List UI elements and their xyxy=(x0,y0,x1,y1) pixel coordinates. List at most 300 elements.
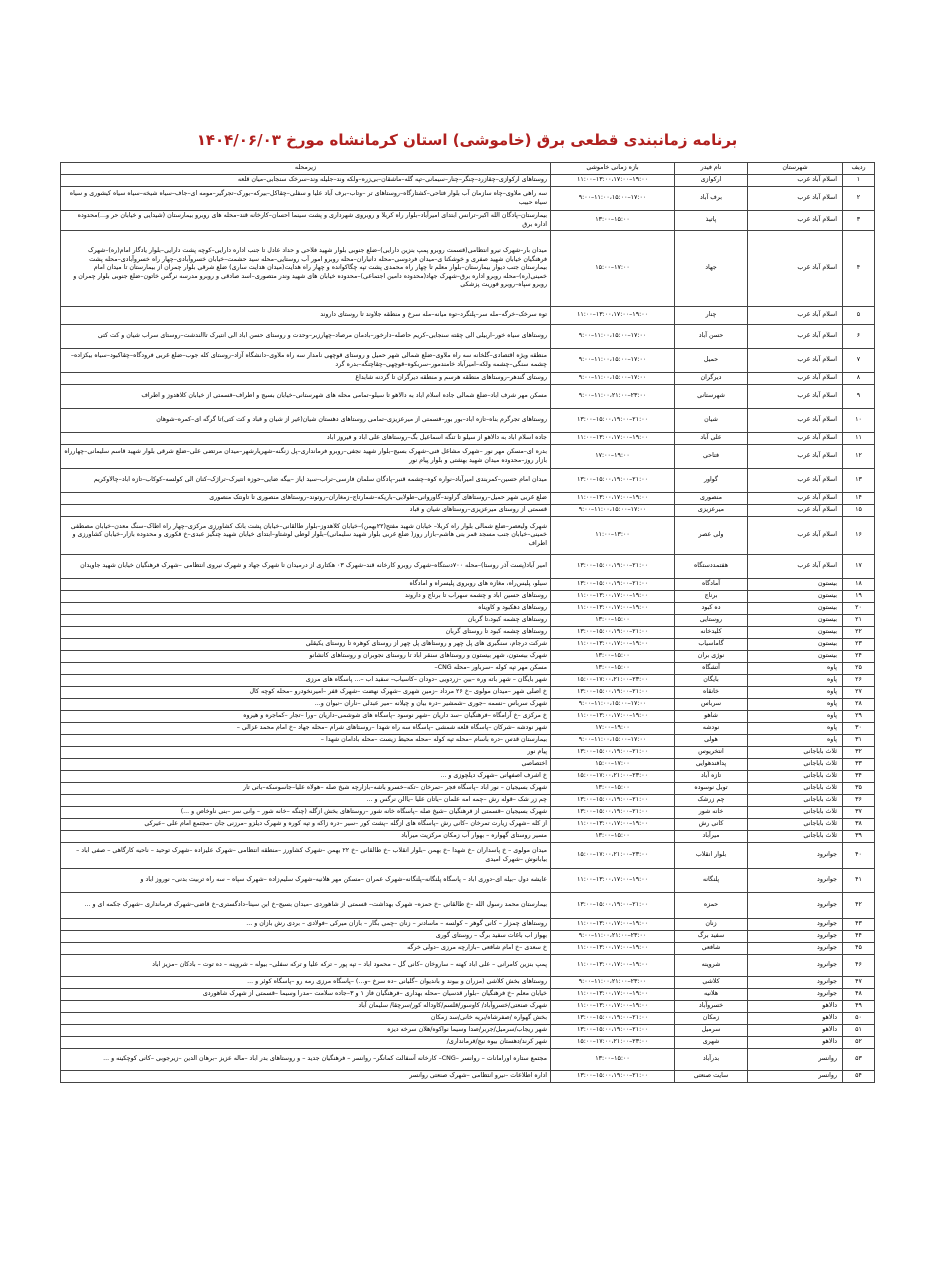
table-row xyxy=(61,615,875,627)
feeder-cell: میرعزیزی xyxy=(675,505,748,517)
row-number: ۲۶ xyxy=(843,675,875,687)
table-row xyxy=(61,759,875,771)
neighborhoods-cell: جاده اسلام اباد به دالاهو از سیلو تا تنگه اسماعیل بگ–روستاهای علی اباد و فیروز اباد xyxy=(61,433,551,445)
feeder-cell: پاتیذ xyxy=(675,211,748,231)
feeder-cell: توبل نوسوده xyxy=(675,783,748,795)
city-cell: ثلاث باباجانی xyxy=(748,819,843,831)
neighborhoods-cell: ضلع غربی شهر حمیل–روستاهای گراوند–گاوروانی–طولابی–باریکه–شمارتاج–زمغاران–روتوند–روستاهای منصوری تا تاونتک منصوری xyxy=(61,493,551,505)
feeder-cell: پلنگانه xyxy=(675,869,748,893)
neighborhoods-cell: روستاهای بخش کلاشی (مزران و بیوند و باندیوان –گلیانی –ده سرخ –و...) –پاسگاه مرزی رمه رو –پاسگاه کوئر و ... xyxy=(61,977,551,989)
table-row xyxy=(61,919,875,931)
feeder-cell: کانی رش xyxy=(675,819,748,831)
city-cell: پاوه xyxy=(748,663,843,675)
row-number: ۲۸ xyxy=(843,699,875,711)
neighborhoods-cell: روستاهای چشمه کبود،تا گربان xyxy=(61,615,551,627)
neighborhoods-cell: خ مرکزی –خ آرامگاه –فرهنگیان –سد داریان –شهر نوسود –پاسگاه های شوشمی–داریان –ورا –تجار –کماجره و هیروه xyxy=(61,711,551,723)
row-number: ۱۵ xyxy=(843,505,875,517)
time-range-cell: ۱۳:۰۰–۱۵:۰۰،۱۹:۰۰–۲۱:۰۰ xyxy=(551,469,675,493)
feeder-cell: بلوار انقلاب xyxy=(675,843,748,869)
time-range-cell: ۹:۰۰–۱۱:۰۰،۱۵:۰۰–۱۷:۰۰ xyxy=(551,373,675,385)
city-cell: بیستون xyxy=(748,579,843,591)
city-cell: بیستون xyxy=(748,639,843,651)
time-range-cell: ۱۳:۰۰–۱۵:۰۰،۱۹:۰۰–۲۱:۰۰ xyxy=(551,687,675,699)
time-range-cell: ۱۱:۰۰–۱۳:۰۰،۱۷:۰۰–۱۹:۰۰ xyxy=(551,591,675,603)
row-number: ۲۳ xyxy=(843,639,875,651)
header-row-number: ردیف xyxy=(843,163,875,175)
neighborhoods-cell: شهرک ولیعصر–ضلع شمالی بلوار راه کربلا– خیابان شهید مفتح(۲۲بهمن)–خیابان کلاهدوز–بلوار طالقانی–خیابان پشت بانک کشاورزی مرکزی–چهار راه اطاک–سنگ معدن–خیابان مصطفی خمینی–خیابان جنب مسجد قمر بنی هاشم–بازار روز( ضلع غربی بلوار شهید سلیمانی)–بلوار لوطی لوشتاو–ابتدای خیابان شهید چنگیز عبدی–خ فکوری و محدوده بازار–خیابان کشاورزی و اطراف xyxy=(61,517,551,555)
feeder-cell: سایت صنعتی xyxy=(675,1071,748,1083)
neighborhoods-cell: شهرک بیستون، شهر بیستون و روستاهای سنقر اباد تا روستای نجوبران و روستاهای کانشانو xyxy=(61,651,551,663)
city-cell: بیستون xyxy=(748,591,843,603)
time-range-cell: ۱۱:۰۰–۱۳:۰۰،۱۷:۰۰–۱۹:۰۰ xyxy=(551,943,675,955)
neighborhoods-cell: سیلو، پلیس‌راه، مغازه های روبروی پلیسراه و امادگاه xyxy=(61,579,551,591)
neighborhoods-cell: مسیر روستای گهواره – بهوار آب زمکان مرکزیت میرآباد xyxy=(61,831,551,843)
time-range-cell: ۱۱:۰۰–۱۳:۰۰،۱۷:۰۰–۱۹:۰۰ xyxy=(551,433,675,445)
time-range-cell: ۱۱:۰۰–۱۳:۰۰،۱۷:۰۰–۱۹:۰۰ xyxy=(551,1001,675,1013)
row-number: ۵۱ xyxy=(843,1025,875,1037)
feeder-cell: حمزه xyxy=(675,893,748,919)
table-row xyxy=(61,433,875,445)
neighborhoods-cell: روستاهای چمزار – کانی گوهر – کولسه – ماسادنر – زنان –چمی بگار – بازان میرکی –فولادی – بردی رش بازان و ... xyxy=(61,919,551,931)
city-cell: اسلام آباد غرب xyxy=(748,307,843,325)
feeder-cell: تازه آباد xyxy=(675,771,748,783)
table-row xyxy=(61,771,875,783)
table-row xyxy=(61,325,875,349)
row-number: ۱ xyxy=(843,175,875,187)
city-cell: جوانرود xyxy=(748,843,843,869)
table-row xyxy=(61,675,875,687)
table-row xyxy=(61,869,875,893)
feeder-cell: خسروآباد xyxy=(675,1001,748,1013)
city-cell: اسلام آباد غرب xyxy=(748,373,843,385)
table-row xyxy=(61,843,875,869)
time-range-cell: ۱۷:۰۰–۱۹:۰۰ xyxy=(551,723,675,735)
table-row xyxy=(61,579,875,591)
table-row xyxy=(61,931,875,943)
feeder-cell: هولی xyxy=(675,735,748,747)
table-row xyxy=(61,231,875,307)
row-number: ۳۶ xyxy=(843,795,875,807)
row-number: ۵۰ xyxy=(843,1013,875,1025)
feeder-cell: حمیل xyxy=(675,349,748,373)
feeder-cell: سفید برگ xyxy=(675,931,748,943)
row-number: ۱۷ xyxy=(843,555,875,579)
time-range-cell: ۹:۰۰–۱۱:۰۰،۱۵:۰۰–۱۷:۰۰ xyxy=(551,699,675,711)
header-neighborhoods: زیرمحله xyxy=(61,163,551,175)
feeder-cell: چنار xyxy=(675,307,748,325)
feeder-cell: علی آباد xyxy=(675,433,748,445)
feeder-cell: ده کبود xyxy=(675,603,748,615)
table-row xyxy=(61,989,875,1001)
time-range-cell: ۱۳:۰۰–۱۵:۰۰،۱۹:۰۰–۲۱:۰۰ xyxy=(551,795,675,807)
table-row xyxy=(61,735,875,747)
neighborhoods-cell: خ اشرف اصفهانی –شهرک دیلچوزی و ... xyxy=(61,771,551,783)
neighborhoods-cell: سه راهی ملاوی–چاه سازمان آب بلوار فتاحی–کشتارگاه–روستاهای تر –وتاب–برف آباد علیا و سفلی–چقاکل–بیرکه–بورک–تجرگیر–مومه ای–جاف–سیاه شیخه–سیاه سیاه کیشوری و سیاه سیاه حبیب xyxy=(61,187,551,211)
time-range-cell: ۹:۰۰–۱۱:۰۰،۱۵:۰۰–۱۷:۰۰ xyxy=(551,187,675,211)
feeder-cell: سرمیل xyxy=(675,1025,748,1037)
table-row xyxy=(61,1049,875,1071)
time-range-cell: ۱۳:۰۰–۱۵:۰۰ xyxy=(551,651,675,663)
city-cell: جوانرود xyxy=(748,919,843,931)
row-number: ۵۳ xyxy=(843,1049,875,1071)
time-range-cell: ۱۳:۰۰–۱۵:۰۰،۱۹:۰۰–۲۱:۰۰ xyxy=(551,807,675,819)
feeder-cell: زمکان xyxy=(675,1013,748,1025)
time-range-cell: ۱۱:۰۰–۱۳:۰۰،۱۷:۰۰–۱۹:۰۰ xyxy=(551,603,675,615)
table-row xyxy=(61,1001,875,1013)
city-cell: دالاهو xyxy=(748,1013,843,1025)
neighborhoods-cell: اداره اطلاعات –نیرو انتظامی –شهرک صنعتی روانسر xyxy=(61,1071,551,1083)
time-range-cell: ۱۳:۰۰–۱۵:۰۰ xyxy=(551,211,675,231)
feeder-cell: دیرگران xyxy=(675,373,748,385)
city-cell: اسلام آباد غرب xyxy=(748,469,843,493)
time-range-cell: ۹:۰۰–۱۱:۰۰،۲۱:۰۰–۲۳:۰۰ xyxy=(551,385,675,409)
feeder-cell: نوژی بران xyxy=(675,651,748,663)
row-number: ۵ xyxy=(843,307,875,325)
city-cell: اسلام آباد غرب xyxy=(748,349,843,373)
row-number: ۲۲ xyxy=(843,627,875,639)
row-number: ۱۰ xyxy=(843,409,875,433)
time-range-cell: ۱۳:۰۰–۱۵:۰۰،۱۹:۰۰–۲۱:۰۰ xyxy=(551,1013,675,1025)
table-row xyxy=(61,977,875,989)
feeder-cell: برناج xyxy=(675,591,748,603)
feeder-cell: گواور xyxy=(675,469,748,493)
city-cell: اسلام آباد غرب xyxy=(748,433,843,445)
neighborhoods-cell: شهر نودشه –شرکان –پاسگاه قلعه شمشی –پاسگاه سه راه شهدا –روستاهای شرام –محله جهاد –خ امام محمد غزالی – xyxy=(61,723,551,735)
row-number: ۱۱ xyxy=(843,433,875,445)
neighborhoods-cell: شهرک بسیجیان – نور اباد –پاسگاه فجر –تمرخان –تکه–خسرو باشه–بازارچه شیخ صله –هولاه علیا–جاسوسکه–باتی تار xyxy=(61,783,551,795)
neighborhoods-cell: شهرک صنعتی/خسروآباد/ کاوسور/قلسم/کاوداله کور/سرچقا/ سلیمان آباد xyxy=(61,1001,551,1013)
time-range-cell: ۹:۰۰–۱۱:۰۰،۱۵:۰۰–۱۷:۰۰ xyxy=(551,505,675,517)
table-row xyxy=(61,831,875,843)
city-cell: اسلام آباد غرب xyxy=(748,175,843,187)
row-number: ۳۰ xyxy=(843,723,875,735)
feeder-cell: بدرآباد xyxy=(675,1049,748,1071)
neighborhoods-cell: میدان مولوی – خ پاسداران –خ شهدا –خ بهمن –بلوار انقلاب –خ طالقانی –خ ۲۲ بهمن –شهرک کشاورز –منطقه انتظامی –شهرک علیزاده –شهرک توحید – ناحیه کارگاهی – صفی اباد – بیابانوش –شهرک امیدی xyxy=(61,843,551,869)
table-row xyxy=(61,385,875,409)
feeder-cell: کلاشی xyxy=(675,977,748,989)
feeder-cell: خانقاه xyxy=(675,687,748,699)
row-number: ۳۴ xyxy=(843,771,875,783)
neighborhoods-cell: بیمارستان محمد رسول الله –خ طالقانی –خ حمزه– شهرک بهداشت– قسمتی از شاهوردی –میدان بسیج–خ ابن سینا–دادگستری–خ قاضی–شهرک فرمانداری –شهرک جکمه ای و ... xyxy=(61,893,551,919)
city-cell: بیستون xyxy=(748,615,843,627)
city-cell: ثلاث باباجانی xyxy=(748,783,843,795)
neighborhoods-cell: خیابان معلم –خ فرهنگیان –بلوار قدسیان –محله بهداری –فرهنگیان فاز ۱ و ۳–جاده سلامت –مدرا وسیما –قسمتی از شهرک شاهوردی xyxy=(61,989,551,1001)
feeder-cell: سرباس xyxy=(675,699,748,711)
row-number: ۳۸ xyxy=(843,819,875,831)
row-number: ۴ xyxy=(843,231,875,307)
row-number: ۳۷ xyxy=(843,807,875,819)
neighborhoods-cell: منطقه ویژه اقتصادی–گلخانه سه راه ملاوی–ضلع شمالی شهر حمیل و روستای قوچهی نامدار سه راه ملاوی–دانشگاه آزاد–روستای کله جوب–ضلع غربی فرودگاه–چقاکبود–سیاه بیکزاده–چشمه سنگی–چشمه ولکه–امیرآباد خامندمور–سربکوه–قوچهی–چقاچنگه–بدره گرد xyxy=(61,349,551,373)
time-range-cell: ۱۳:۰۰–۱۵:۰۰،۱۹:۰۰–۲۱:۰۰ xyxy=(551,555,675,579)
row-number: ۲۱ xyxy=(843,615,875,627)
neighborhoods-cell: چم زر شک –قوله رش –چمه امه علمان –یاتان علیا –یاالن نرگس و ... xyxy=(61,795,551,807)
time-range-cell: ۱۵:۰۰–۱۷:۰۰،۲۱:۰۰–۲۳:۰۰ xyxy=(551,1037,675,1049)
table-row xyxy=(61,493,875,505)
feeder-cell: میرآباد xyxy=(675,831,748,843)
time-range-cell: ۱۳:۰۰–۱۵:۰۰،۱۹:۰۰–۲۱:۰۰ xyxy=(551,747,675,759)
row-number: ۴۴ xyxy=(843,931,875,943)
table-row xyxy=(61,373,875,385)
table-row xyxy=(61,783,875,795)
neighborhoods-cell: مسکن مهر تپه کوله –سرباور –محله CNG– xyxy=(61,663,551,675)
feeder-cell: کلیدخانه xyxy=(675,627,748,639)
row-number: ۴۸ xyxy=(843,989,875,1001)
feeder-cell: روستایی xyxy=(675,615,748,627)
feeder-cell: شروینه xyxy=(675,955,748,977)
table-row xyxy=(61,639,875,651)
feeder-cell: جهاد xyxy=(675,231,748,307)
city-cell: پاوه xyxy=(748,699,843,711)
time-range-cell: ۱۳:۰۰–۱۵:۰۰ xyxy=(551,783,675,795)
feeder-cell: آمادگاه xyxy=(675,579,748,591)
neighborhoods-cell: بهواز اب باغات سفید برگ – روستای گوری xyxy=(61,931,551,943)
city-cell: دالاهو xyxy=(748,1001,843,1013)
city-cell: دالاهو xyxy=(748,1025,843,1037)
page-title: برنامه زمانبندی قطعی برق (خاموشی) استان کرمانشاه مورخ ۱۴۰۴/۰۶/۰۳ xyxy=(196,131,738,149)
row-number: ۲۴ xyxy=(843,651,875,663)
city-cell: ثلاث باباجانی xyxy=(748,831,843,843)
row-number: ۳۵ xyxy=(843,783,875,795)
neighborhoods-cell: روستاهای دهکبود و کاویناه xyxy=(61,603,551,615)
city-cell: جوانرود xyxy=(748,869,843,893)
city-cell: ثلاث باباجانی xyxy=(748,807,843,819)
neighborhoods-cell: پمپ بنزین کامرانی – علی اباد کهنه – ساروخان –کانی گل – محمود اباد – تپه پور – ترکه علیا و ترکه سفلی– بیوله – شروینه – ده توت – بادکان –مزیز اباد xyxy=(61,955,551,977)
neighborhoods-cell: روستاهای سیاه خور–اربیلی الی چقته سنجابی–کریم حاصله–دارخور–بادمان مرصاد–چهارزبر–وحدت و روستای حسن اباد الی انتیرک تاالندشت–روستای سراب شیان و کت کتی xyxy=(61,325,551,349)
feeder-cell: چم زرشک xyxy=(675,795,748,807)
neighborhoods-cell: روستاهای حسین اباد و چشمه سهراب تا برناج و داروند xyxy=(61,591,551,603)
neighborhoods-cell: قسمتی از روستای میرعزیزی–روستاهای شیان و قباد xyxy=(61,505,551,517)
row-number: ۳۳ xyxy=(843,759,875,771)
city-cell: جوانرود xyxy=(748,943,843,955)
row-number: ۸ xyxy=(843,373,875,385)
city-cell: اسلام آباد غرب xyxy=(748,211,843,231)
city-cell: اسلام آباد غرب xyxy=(748,231,843,307)
time-range-cell: ۱۵:۰۰–۱۷:۰۰،۲۱:۰۰–۲۳:۰۰ xyxy=(551,675,675,687)
city-cell: اسلام آباد غرب xyxy=(748,385,843,409)
row-number: ۱۶ xyxy=(843,517,875,555)
time-range-cell: ۱۳:۰۰–۱۵:۰۰،۱۹:۰۰–۲۱:۰۰ xyxy=(551,1025,675,1037)
feeder-cell: برف آباد xyxy=(675,187,748,211)
table-header-row xyxy=(61,163,875,175)
city-cell: پاوه xyxy=(748,735,843,747)
feeder-cell: شیان xyxy=(675,409,748,433)
city-cell: جوانرود xyxy=(748,893,843,919)
city-cell: پاوه xyxy=(748,723,843,735)
feeder-cell: شاهو xyxy=(675,711,748,723)
city-cell: بیستون xyxy=(748,651,843,663)
time-range-cell: ۱۱:۰۰–۱۳:۰۰ xyxy=(551,517,675,555)
city-cell: پاوه xyxy=(748,711,843,723)
time-range-cell: ۱۵:۰۰–۱۷:۰۰،۲۱:۰۰–۲۳:۰۰ xyxy=(551,843,675,869)
time-range-cell: ۱۳:۰۰–۱۵:۰۰،۱۹:۰۰–۲۱:۰۰ xyxy=(551,1071,675,1083)
city-cell: اسلام آباد غرب xyxy=(748,505,843,517)
time-range-cell: ۱۱:۰۰–۱۳:۰۰،۱۷:۰۰–۱۹:۰۰ xyxy=(551,639,675,651)
time-range-cell: ۹:۰۰–۱۱:۰۰،۱۵:۰۰–۱۷:۰۰ xyxy=(551,349,675,373)
schedule-table xyxy=(60,162,875,1083)
row-number: ۱۳ xyxy=(843,469,875,493)
feeder-cell: منصوری xyxy=(675,493,748,505)
feeder-cell: شهری xyxy=(675,1037,748,1049)
feeder-cell: خانه شور xyxy=(675,807,748,819)
time-range-cell: ۱۱:۰۰–۱۳:۰۰،۱۷:۰۰–۱۹:۰۰ xyxy=(551,955,675,977)
neighborhoods-cell: عایشه دول –بیله ای–دوری اباد – پاسگاه پلنگانه–پلنگانه–شهرک عمران –مسکن مهر هلانیه–شهرک سلیم‌زاده –شهرک سپاه – سه راه تربیت بدنی– نوروز اباد و xyxy=(61,869,551,893)
table-row xyxy=(61,807,875,819)
city-cell: ثلاث باباجانی xyxy=(748,747,843,759)
city-cell: جوانرود xyxy=(748,931,843,943)
table-row xyxy=(61,517,875,555)
time-range-cell: ۱۳:۰۰–۱۵:۰۰ xyxy=(551,663,675,675)
city-cell: جوانرود xyxy=(748,989,843,1001)
neighborhoods-cell: شهر بایگان – شهر باته وره –بین –زردویی –دودان –کاسیاب– سفید اب –... پاسگاه های مرزی xyxy=(61,675,551,687)
table-row xyxy=(61,723,875,735)
time-range-cell: ۱۳:۰۰–۱۵:۰۰ xyxy=(551,1049,675,1071)
table-row xyxy=(61,1025,875,1037)
table-row xyxy=(61,663,875,675)
table-row xyxy=(61,627,875,639)
row-number: ۵۴ xyxy=(843,1071,875,1083)
time-range-cell: ۹:۰۰–۱۱:۰۰،۱۵:۰۰–۱۷:۰۰ xyxy=(551,735,675,747)
neighborhoods-cell: مسکن مهر شرف اباد–ضلع شمالی جاده اسلام اباد به دالاهو تا سیلو–تمامی محله های شهرستانی–خیابان بسیج و اطراف–قسمتی از خیابان کلاهدوز و اطراف xyxy=(61,385,551,409)
row-number: ۴۲ xyxy=(843,893,875,919)
table-row xyxy=(61,307,875,325)
time-range-cell: ۱۷:۰۰–۱۹:۰۰ xyxy=(551,445,675,469)
feeder-cell: هفتمددستگاه xyxy=(675,555,748,579)
city-cell: دالاهو xyxy=(748,1037,843,1049)
table-body xyxy=(61,175,875,1083)
time-range-cell: ۱۳:۰۰–۱۵:۰۰،۱۹:۰۰–۲۱:۰۰ xyxy=(551,627,675,639)
neighborhoods-cell: خ اصلی شهر –میدان مولوی –خ ۲۶ مرداد –زمین شهری –شهرک نهضت –شهرک قفر –امیرنخودرو –محله کوچه کال xyxy=(61,687,551,699)
city-cell: اسلام آباد غرب xyxy=(748,517,843,555)
row-number: ۴۱ xyxy=(843,869,875,893)
time-range-cell: ۱۱:۰۰–۱۳:۰۰،۱۷:۰۰–۱۹:۰۰ xyxy=(551,869,675,893)
header-feeder: نام فیدر xyxy=(675,163,748,175)
time-range-cell: ۱۱:۰۰–۱۳:۰۰،۱۷:۰۰–۱۹:۰۰ xyxy=(551,711,675,723)
neighborhoods-cell: اختصاصی xyxy=(61,759,551,771)
time-range-cell: ۱۱:۰۰–۱۳:۰۰،۱۷:۰۰–۱۹:۰۰ xyxy=(551,175,675,187)
feeder-cell: هلانیه xyxy=(675,989,748,1001)
city-cell: بیستون xyxy=(748,603,843,615)
neighborhoods-cell: روستاهای چشمه کبود تا روستای گربان xyxy=(61,627,551,639)
row-number: ۱۹ xyxy=(843,591,875,603)
time-range-cell: ۱۳:۰۰–۱۵:۰۰ xyxy=(551,615,675,627)
time-range-cell: ۹:۰۰–۱۱:۰۰،۱۵:۰۰–۱۷:۰۰ xyxy=(551,325,675,349)
table-row xyxy=(61,469,875,493)
city-cell: پاوه xyxy=(748,687,843,699)
row-number: ۴۶ xyxy=(843,955,875,977)
row-number: ۱۴ xyxy=(843,493,875,505)
header-time-range: بازه زمانی خاموشی xyxy=(551,163,675,175)
row-number: ۳۹ xyxy=(843,831,875,843)
table-row xyxy=(61,651,875,663)
row-number: ۱۲ xyxy=(843,445,875,469)
table-row xyxy=(61,1013,875,1025)
table-row xyxy=(61,175,875,187)
city-cell: اسلام آباد غرب xyxy=(748,445,843,469)
row-number: ۹ xyxy=(843,385,875,409)
time-range-cell: ۱۳:۰۰–۱۵:۰۰،۱۹:۰۰–۲۱:۰۰ xyxy=(551,893,675,919)
row-number: ۳ xyxy=(843,211,875,231)
neighborhoods-cell: روستای گندهر–روستاهای منطقه هرسم و منطقه دیرگران تا گردنه شابداغ xyxy=(61,373,551,385)
feeder-cell: بایگان xyxy=(675,675,748,687)
time-range-cell: ۱۳:۰۰–۱۵:۰۰،۱۹:۰۰–۲۱:۰۰ xyxy=(551,409,675,433)
feeder-cell: شهرستانی xyxy=(675,385,748,409)
row-number: ۷ xyxy=(843,349,875,373)
city-cell: جوانرود xyxy=(748,955,843,977)
time-range-cell: ۹:۰۰–۱۱:۰۰،۲۱:۰۰–۲۳:۰۰ xyxy=(551,977,675,989)
feeder-cell: حسن آباد xyxy=(675,325,748,349)
feeder-cell: ارکوازی xyxy=(675,175,748,187)
table-row xyxy=(61,1037,875,1049)
row-number: ۲ xyxy=(843,187,875,211)
row-number: ۳۲ xyxy=(843,747,875,759)
neighborhoods-cell: میدان امام حسین–کمربندی امیرآباد–نواره کوه–چشمه قنبر–پادگان سلمان فارسی–تراب–سید ایاز –بیگه ضایی–حوزه انتیرک–تراژک–کنان الی کولسه–کوکاب–تازه اباد–چالاوکریم xyxy=(61,469,551,493)
neighborhoods-cell: خ سعدی –خ امام شافعی –بازارچه مرزی –دولی خرگه xyxy=(61,943,551,955)
time-range-cell: ۱۳:۰۰–۱۵:۰۰ xyxy=(551,831,675,843)
neighborhoods-cell: بیمارستان قدس –دره باسام –محله تپه کوله –محله محیط زیست –محله بادامان شهدا – xyxy=(61,735,551,747)
city-cell: ثلاث باباجانی xyxy=(748,771,843,783)
row-number: ۶ xyxy=(843,325,875,349)
feeder-cell: نودشه xyxy=(675,723,748,735)
table-row xyxy=(61,409,875,433)
table-row xyxy=(61,211,875,231)
time-range-cell: ۱۱:۰۰–۱۳:۰۰،۱۷:۰۰–۱۹:۰۰ xyxy=(551,307,675,325)
city-cell: روانسر xyxy=(748,1071,843,1083)
neighborhoods-cell: شرکت درجام، سنگبری های پل چهر و روستاهای پل چهر از روستای کوهره تا روستای یکیقلی xyxy=(61,639,551,651)
feeder-cell: پدافندهوایی xyxy=(675,759,748,771)
time-range-cell: ۱۱:۰۰–۱۳:۰۰،۱۷:۰۰–۱۹:۰۰ xyxy=(551,493,675,505)
neighborhoods-cell: میدان بار–شهرک نیرو انتظامی(قسمت روبرو پمپ بنزین دارایی)–ضلع جنوبی بلوار شهید فلاحی و حداد عادل تا جنب اداره دارایی–کوچه پشت دارایی–بلوار یادگار امام(ره)–شهرک فرهنگیان خیابان شهید صفری و خوشکنا ی–میدان فردوسی–محله دانیاران–محله روبرو امور آب روستایی–محله سید حشمت–خیابان خسروآبادی–چهار راه خسروآبادی–محله پشت بیمارستان جنب دیوار بیمارستان–بلوار معلم تا چهار راه محمدی پشت تپه چگاکوانده و چهار راه هدایت(میدان هدایت ساری) ضلع شرقی بلوار چمران از بیمارستان تا میدان امام خمینی(ره)–محله روبرو اداره برق–شهرک جهاد(محدوده دامین اجتماعی)–محدوده خیابان های شهید وندر متصوری–اسد صادقی و روبرو مدرسه نرگس خاتون–ضلع جنوبی بلوار چمران و روبرو سپاه–روبرو فوریت پزشکی xyxy=(61,231,551,307)
table-row xyxy=(61,603,875,615)
time-range-cell: ۱۵:۰۰–۱۷:۰۰ xyxy=(551,231,675,307)
row-number: ۲۰ xyxy=(843,603,875,615)
header-city: شهرستان xyxy=(748,163,843,175)
table-row xyxy=(61,445,875,469)
city-cell: اسلام آباد غرب xyxy=(748,493,843,505)
neighborhoods-cell: روستاهای ارکوازی–چقازرد–چنگر–چنار–سیمانی–تپه گله–ماشقان–بی‌زره–ولکه وند–جلیله وند–سرخک سنجابی–میان قلعه xyxy=(61,175,551,187)
city-cell: بیستون xyxy=(748,627,843,639)
table-row xyxy=(61,943,875,955)
time-range-cell: ۱۱:۰۰–۱۳:۰۰،۱۷:۰۰–۱۹:۰۰ xyxy=(551,989,675,1001)
time-range-cell: ۱۳:۰۰–۱۵:۰۰،۱۹:۰۰–۲۱:۰۰ xyxy=(551,579,675,591)
row-number: ۲۹ xyxy=(843,711,875,723)
table-row xyxy=(61,505,875,517)
table-row xyxy=(61,555,875,579)
neighborhoods-cell: روستاهای تجرگرم بناه–تازه اباد–بور بور–قسمتی از میرعزیزی–تمامی روستاهای دهستان شیان(غیر از شیان و قباد و کت کتی)تا گرگه ای–کمره–شوهان xyxy=(61,409,551,433)
time-range-cell: ۱۱:۰۰–۱۳:۰۰،۱۷:۰۰–۱۹:۰۰ xyxy=(551,819,675,831)
table-row xyxy=(61,349,875,373)
row-number: ۱۸ xyxy=(843,579,875,591)
table-row xyxy=(61,711,875,723)
city-cell: ثلاث باباجانی xyxy=(748,759,843,771)
neighborhoods-cell: بیمارستان–پادگان الله اکبر–ترانس ابتدای امیرآباد–بلوار راه کربلا و روبروی شهرداری و پشت سینما احسان–کارخانه قند–محله های روبرو بیمارستان (شیدایی و خیابان حر و...)محدوده اداره برق xyxy=(61,211,551,231)
feeder-cell: ولی عصر xyxy=(675,517,748,555)
table-row xyxy=(61,795,875,807)
row-number: ۴۹ xyxy=(843,1001,875,1013)
row-number: ۲۷ xyxy=(843,687,875,699)
time-range-cell: ۱۵:۰۰–۱۷:۰۰،۲۱:۰۰–۲۳:۰۰ xyxy=(551,771,675,783)
neighborhoods-cell: توه سرخک–خرگه–مله سر–پلنگرد–توه میانه–مله سرخ و منطقه جلاوند تا روستای داروند xyxy=(61,307,551,325)
table-row xyxy=(61,591,875,603)
neighborhoods-cell: امیر آباد(پست آذر روستا)–محله ۷۰۰دستگاه–شهرک روبرو کارخانه قند–شهرک ۰۳ هکتاری از درمیدان تا شهرک جهاد و شهرک نیروی انتظامی –شهرک فرهنگیان خیابان شهید جاویدان xyxy=(61,555,551,579)
row-number: ۴۵ xyxy=(843,943,875,955)
feeder-cell: آتشگاه xyxy=(675,663,748,675)
city-cell: اسلام آباد غرب xyxy=(748,187,843,211)
neighborhoods-cell: پیام نور xyxy=(61,747,551,759)
neighborhoods-cell: مجتمع ستاره اورامانات – روانسر –CNG– کارخانه آسفالت کمانگر– روانسر – فرهنگیان جدید – و روستاهای بدر اباد –ماله عزیز –برهان الدین –زیرجوبی –کانی کوچکینه و ... xyxy=(61,1049,551,1071)
city-cell: ثلاث باباجانی xyxy=(748,795,843,807)
neighborhoods-cell: شهر ریجاب/سرمیل/جربر/صدا وسیما نواکوه/هلان سرخه دیزه xyxy=(61,1025,551,1037)
table-row xyxy=(61,1071,875,1083)
